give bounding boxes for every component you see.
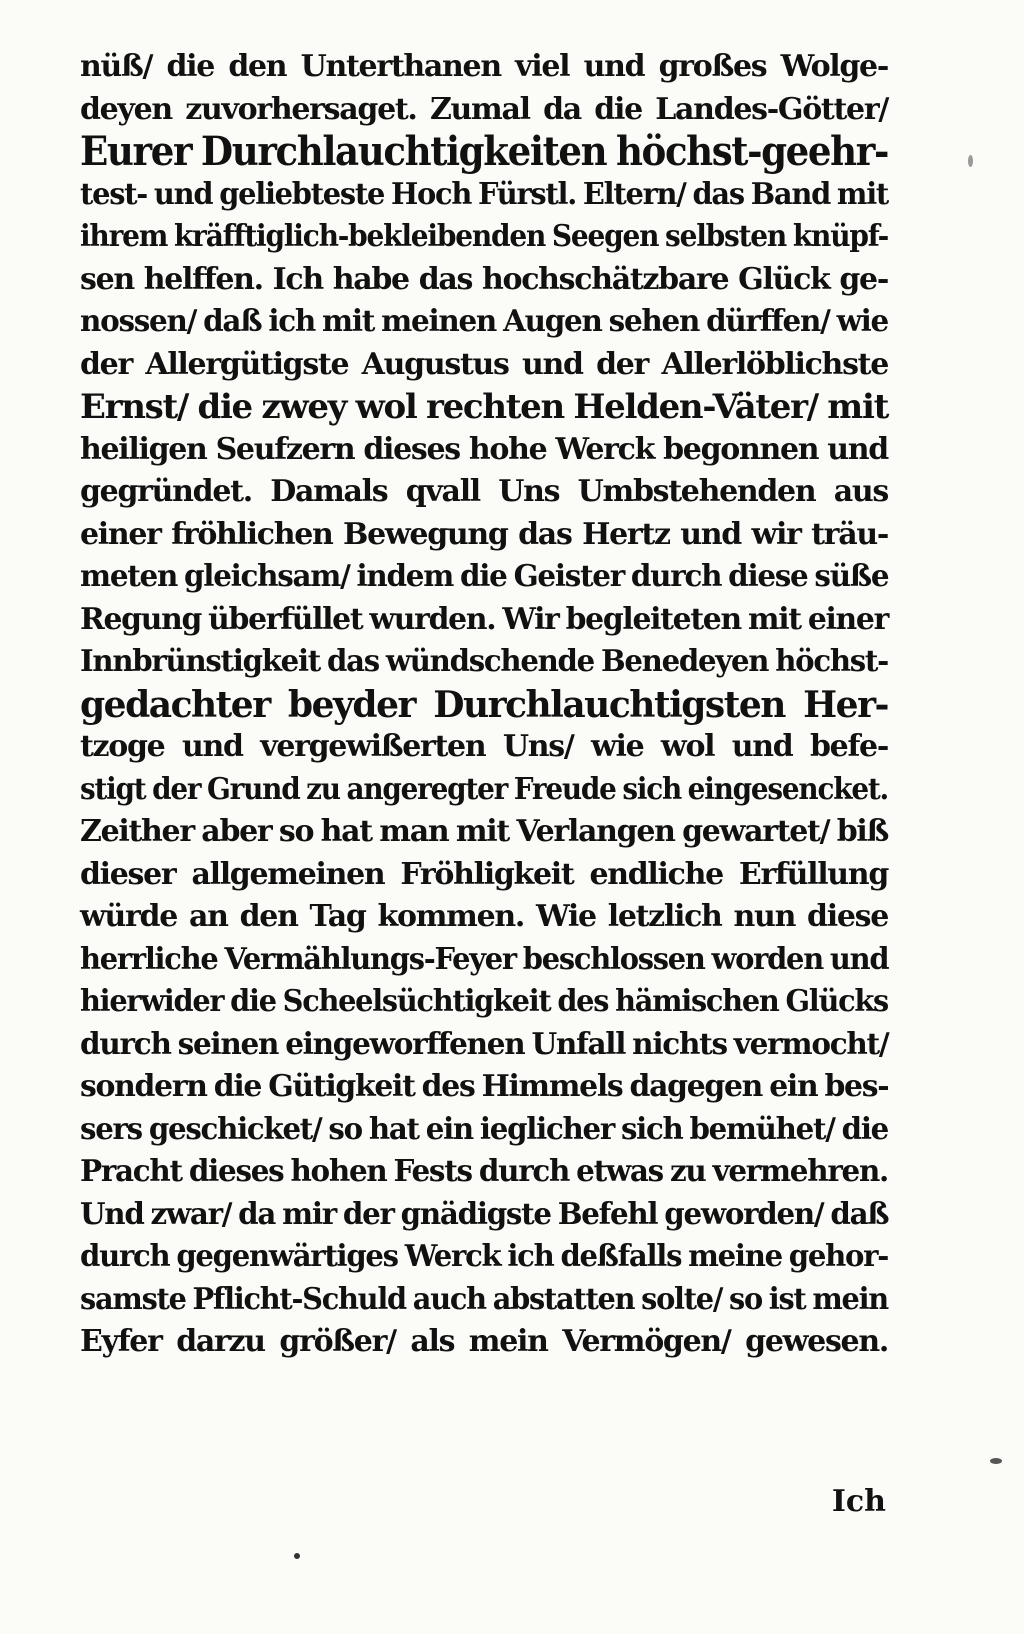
- text-line-9-emphasis: Ernst/ die zwey wol rechten Helden-Väter/ mit: [80, 387, 888, 427]
- text-line-1: nüß/ die den Unterthanen viel und großes Wolge-: [80, 49, 888, 84]
- text-line-23: hierwider die Scheelsüchtigkeit des hämischen Glücks: [80, 984, 888, 1019]
- text-line-20: dieser allgemeinen Fröhligkeit endliche Erfüllung: [80, 856, 888, 892]
- text-line-15: Innbrünstigkeit das wündschende Benedeyen höchst-: [80, 644, 888, 679]
- text-line-27: Pracht dieses hohen Fests durch etwas zu vermehren.: [80, 1154, 888, 1189]
- catchword: Ich: [831, 1484, 886, 1519]
- text-line-16-emphasis: gedachter beyder Durchlauchtigsten Her-: [80, 683, 888, 726]
- text-line-22: herrliche Vermählungs-Feyer beschlossen worden und: [80, 941, 889, 977]
- text-line-26: sers geschicket/ so hat ein ieglicher sich bemühet/ die: [80, 1111, 888, 1147]
- paper-speck: [294, 1553, 300, 1559]
- paper-speck: [968, 155, 973, 167]
- text-line-21: würde an den Tag kommen. Wie letzlich nun diese: [80, 899, 888, 934]
- text-line-25: sondern die Gütigkeit des Himmels dagegen ein bes-: [80, 1069, 889, 1104]
- text-line-30: samste Pflicht-Schuld auch abstatten solte/ so ist mein: [80, 1281, 888, 1317]
- text-line-13: meten gleichsam/ indem die Geister durch diese süße: [80, 559, 889, 594]
- text-line-17: tzoge und vergewißerten Uns/ wie wol und befe-: [80, 729, 888, 764]
- text-line-19: Zeither aber so hat man mit Verlangen gewartet/ biß: [80, 814, 888, 849]
- text-line-8: der Allergütigste Augustus und der Allerlöblichste: [80, 346, 888, 382]
- text-line-10: heiligen Seufzern dieses hohe Werck begonnen und: [80, 431, 888, 467]
- text-line-6: sen helffen. Ich habe das hochschätzbare Glück ge-: [80, 261, 888, 297]
- text-line-24: durch seinen eingeworffenen Unfall nichts vermocht/: [80, 1026, 889, 1062]
- text-line-11: gegründet. Damals qvall Uns Umbstehenden aus: [80, 474, 888, 509]
- text-line-29: durch gegenwärtiges Werck ich deßfalls meine gehor-: [80, 1239, 889, 1274]
- text-line-2: deyen zuvorhersaget. Zumal da die Landes-Götter/: [80, 91, 888, 127]
- text-line-18: stigt der Grund zu angeregter Freude sich eingesencket.: [80, 771, 888, 807]
- text-line-7: nossen/ daß ich mit meinen Augen sehen dürffen/ wie: [80, 304, 888, 339]
- text-line-3-emphasis: Eurer Durchlauchtigkeiten höchst-geehr-: [80, 128, 888, 175]
- text-line-28: Und zwar/ da mir der gnädigste Befehl geworden/ daß: [80, 1196, 889, 1232]
- body-text: [80, 46, 888, 1364]
- text-line-31: Eyfer darzu größer/ als mein Vermögen/ gewesen.: [80, 1324, 888, 1359]
- paper-speck: [990, 1458, 1002, 1464]
- text-line-5: ihrem kräfftiglich-bekleibenden Seegen selbsten knüpf-: [80, 219, 888, 254]
- text-line-4: test- und geliebteste Hoch Fürstl. Eltern/ das Band mit: [80, 176, 888, 212]
- text-line-14: Regung überfüllet wurden. Wir begleiteten mit einer: [80, 601, 889, 637]
- text-line-12: einer fröhlichen Bewegung das Hertz und wir träu-: [80, 516, 888, 552]
